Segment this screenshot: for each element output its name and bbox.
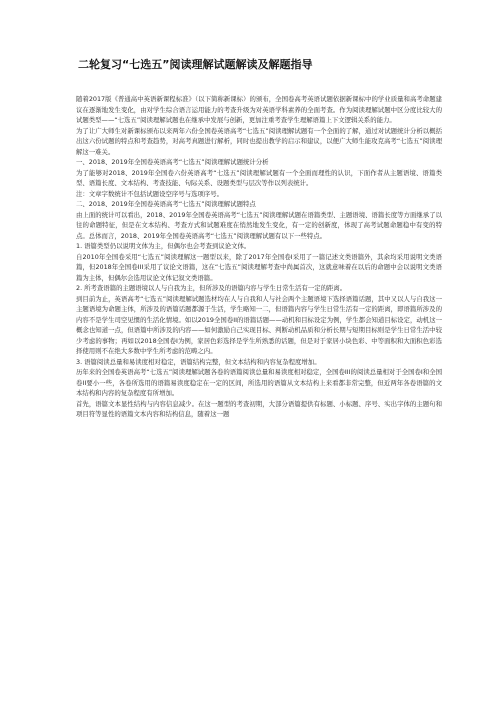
paragraph: 历年来的全国卷英语高考“七选五”阅读理解试题各卷的语篇阅读总量和易读度相对稳定，全国卷III的阅读总量相对于全国卷I和全国卷II要小一些，各卷所选用的语篇易读度稳定在一定的区间，所选用的语篇从文本结构上来看都非常完整，但近两年各卷语篇的文本结构和内容的复杂程度有所增加。 (76, 368, 442, 397)
paragraph: 为了让广大师生对新课标颁布以来两年六份全国卷英语高考“七选五”阅读理解试题有一个全面的了解，通过对试题统计分析以概括出这六份试题的特点和考查趋势，对高考真题进行解析，同时也提出教学的启示和建议，以便广大师生能攻克高考“七选五”阅读理解这一难关。 (76, 126, 442, 156)
paragraph: 到目前为止，英语高考“七选五”阅读理解试题选材均在人与自我和人与社会两个主题语境下选择语篇话题，其中又以人与自我这一主题语境为命题主体，所涉及的语篇话题都源于生活，学生略知一二，但语篇内容与学生日常生活有一定的距离，即语篇所涉及的内容不是学生司空见惯的生活化情境。如以2019全国卷II的语篇话题——动机和目标设定为例，学生都会知道目标设定，动机这一概念也知道一点，但语篇中所涉及的内容——如何激励自己实现目标、判断动机品质和分析长期与短期目标则是学生日常生活中较少考虑的事物；再如以2018全国卷I为例，家居色彩选择是学生所熟悉的话题，但是对于家居小块色彩、中等面积和大面积色彩选择使用则不在绝大多数中学生所考虑的范畴之内。 (76, 294, 442, 355)
point-heading: 2. 所考查语篇的主题语境以人与自我为主，但所涉及的语篇内容与学生日常生活有一定的距离。 (76, 284, 347, 292)
paragraph: 随着2017版《普通高中英语新课程标准》（以下简称新课标）的颁布，全国卷高考英语试题依据新课标中的学业质量和高考命题建议在逐渐地发生变化，由对学生综合语言运用能力的考查升级为对英语学科素养的全面考查。作为阅读理解试题中区分度比较大的试题类型——“七选五”阅读理解试题也在继承中发展与创新，更加注重考查学生理解语篇上下文逻辑关系的能力。 (76, 95, 442, 124)
point-heading: 3. 语篇阅读总量和易读度相对稳定，语篇结构完整，但文本结构和内容复杂程度增加。 (76, 357, 321, 366)
point-heading: 1. 语篇类型仍以说明文体为主，但偶尔也会考查到议论文体。 (76, 242, 251, 250)
paragraph: 首先，语篇文本显性结构与内容信息减少。在这一题型的考查初期，大部分语篇提供有标题、小标题、序号、实出字体的主题句和项目符等显性的语篇文本内容和结构信息，随着这一题 (76, 399, 442, 418)
paragraph: 为了能够对2018、2019年全国卷六份英语高考“七选五”阅读理解试题有一个全面而理性的认识，下面作者从主题语境、语篇类型、语篇长度、文本结构、考查技能、句际关系、设题类型与层次等作以列表统计。 (76, 168, 442, 187)
document-body (76, 94, 442, 420)
document-title: 二轮复习“七选五”阅读理解试题解读及解题指导 (78, 58, 313, 71)
paragraph: 由上面的统计可以看出，2018、2019年全国卷英语高考“七选五”阅读理解试题在语篇类型、主题语境、语篇长度等方面继承了以往的命题特征，但是在文本结构、考查方式和试题难度在悄然地发生变化，有一定的创新度，体现了高考试题命题稳中有变的特点。总体而言，2018、2019年全国卷英语高考“七选五”阅读理解试题有以下一些特点。 (76, 210, 442, 240)
section-heading: 一、2018、2019年全国卷英语高考“七选五”阅读理解试题统计分析 (76, 158, 269, 166)
section-heading: 二、2018、2019年全国卷英语高考“七选五”阅读理解试题特点 (76, 200, 256, 208)
note: 注：文章字数统计不包括试题设空序号与选项序号。 (76, 189, 223, 198)
paragraph: 自2010年全国卷采用“七选五”阅读理解这一题型以来，除了2017年全国卷I采用了一篇记述文类语篇外，其余均采用说明文类语篇，但2018年全国卷III采用了议论文语篇，这在“七选五”阅读理解考查中尚属首次，这就意味着在以后的命题中会以说明文类语篇为主体，但偶尔会选用议论文体记叙文类语篇。 (76, 252, 442, 282)
